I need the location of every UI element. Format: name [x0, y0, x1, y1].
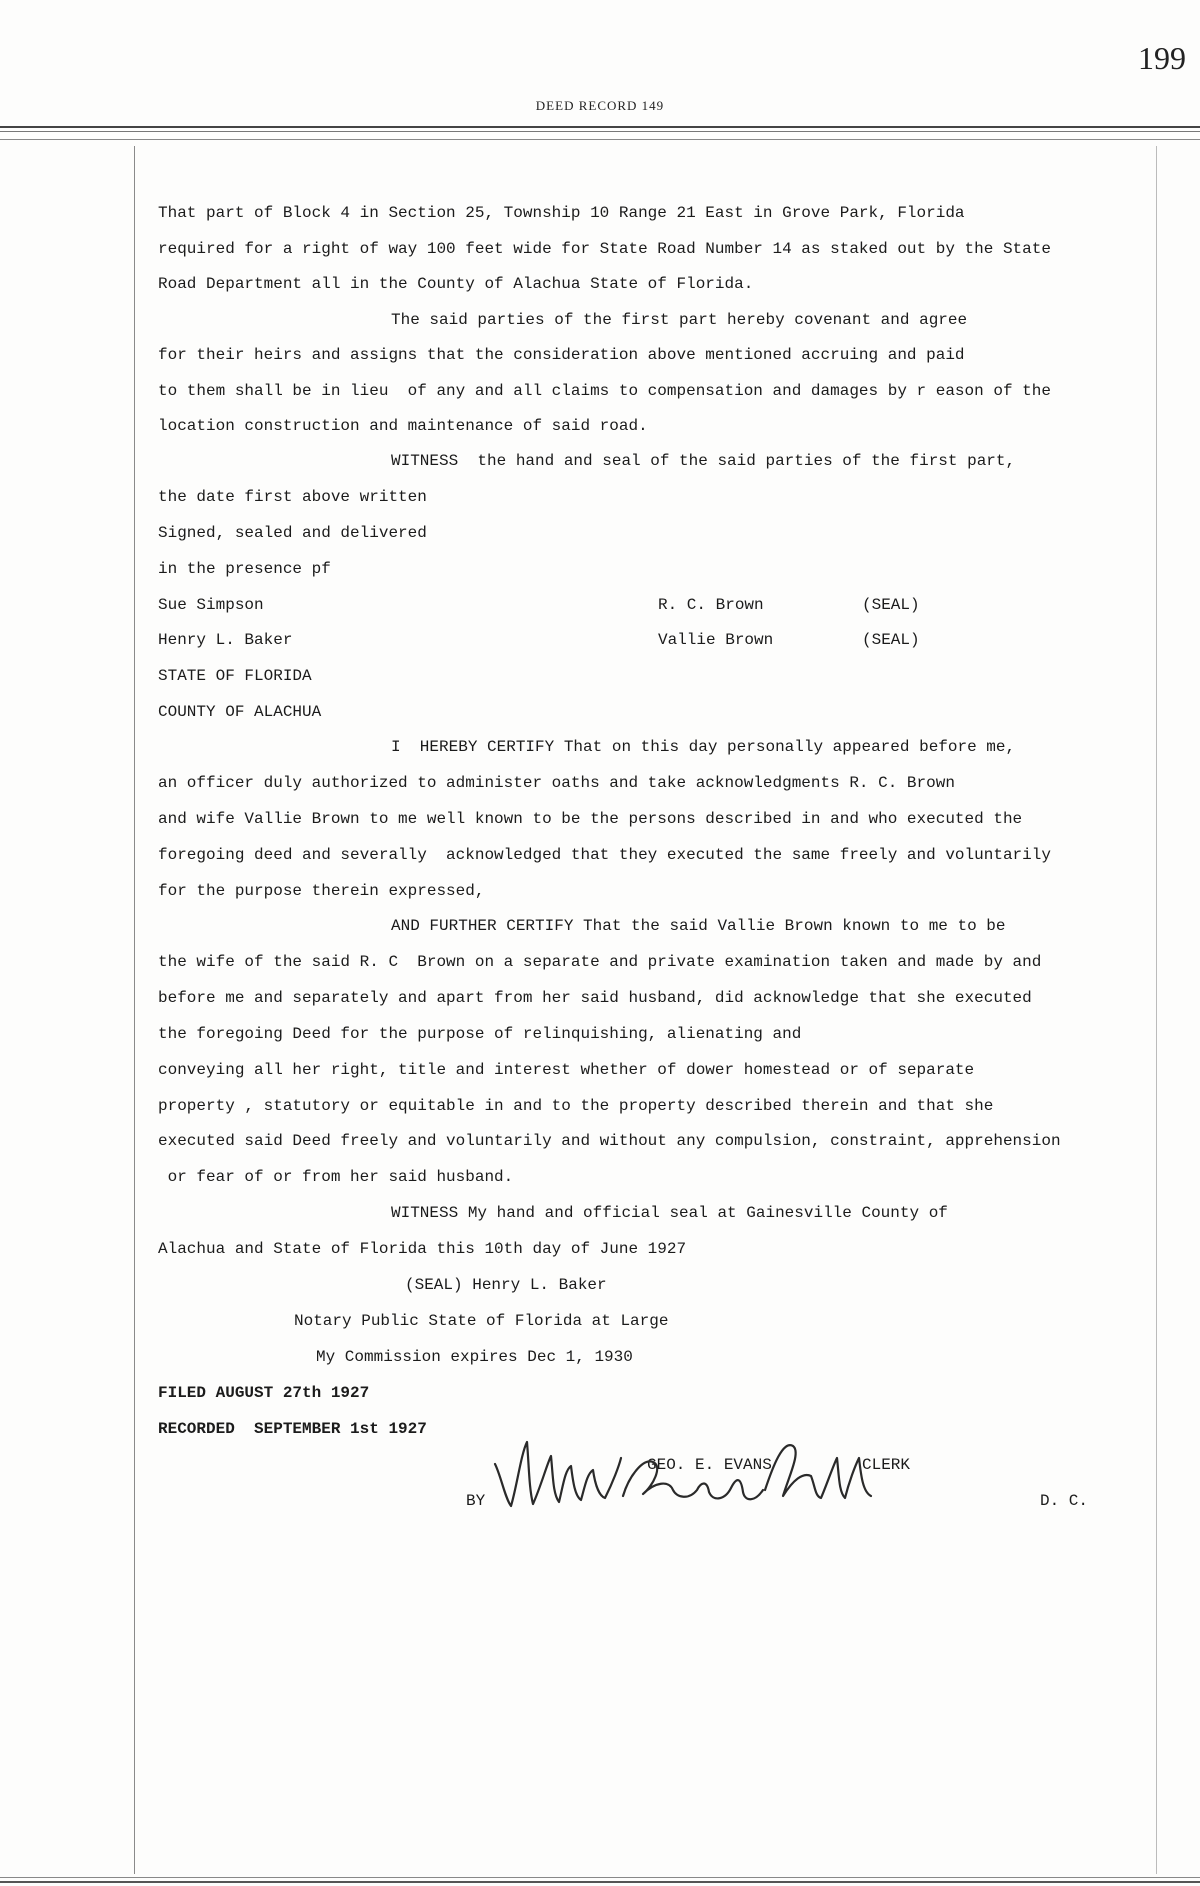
- body-line: in the presence pf: [158, 560, 331, 578]
- body-line: Alachua and State of Florida this 10th day of June 1927: [158, 1240, 687, 1258]
- body-line: Signed, sealed and delivered: [158, 524, 427, 542]
- body-line: an officer duly authorized to administer oaths and take acknowledgments R. C. Brown: [158, 774, 955, 792]
- grantor-name: R. C. Brown: [658, 596, 764, 614]
- clerk-name: GEO. E. EVANS: [647, 1456, 772, 1474]
- notary-seal-name: (SEAL) Henry L. Baker: [405, 1276, 607, 1294]
- seal-label: (SEAL): [862, 631, 920, 649]
- book-title: DEED RECORD 149: [535, 98, 665, 113]
- body-line: to them shall be in lieu of any and all claims to compensation and damages by r eason of the: [158, 382, 1051, 400]
- seal-label: (SEAL): [862, 596, 920, 614]
- handwritten-signature: [493, 1436, 893, 1516]
- body-line: foregoing deed and severally acknowledged that they executed the same freely and voluntarily: [158, 846, 1051, 864]
- margin-line-right: [1156, 146, 1157, 1874]
- body-line: the wife of the said R. C Brown on a separate and private examination taken and made by and: [158, 953, 1042, 971]
- deputy-clerk-label: D. C.: [1040, 1492, 1089, 1510]
- state-heading: STATE OF FLORIDA: [158, 667, 312, 685]
- county-heading: COUNTY OF ALACHUA: [158, 703, 322, 721]
- clerk-title: CLERK: [862, 1456, 911, 1474]
- witness-name: Henry L. Baker: [158, 631, 293, 649]
- witness-name: Sue Simpson: [158, 596, 264, 614]
- body-line: AND FURTHER CERTIFY That the said Vallie Brown known to me to be: [391, 917, 1006, 935]
- body-line: executed said Deed freely and voluntarily and without any compulsion, constraint, apprehension: [158, 1132, 1061, 1150]
- body-line: WITNESS the hand and seal of the said parties of the first part,: [391, 452, 1016, 470]
- body-line: for the purpose therein expressed,: [158, 882, 485, 900]
- body-line: the date first above written: [158, 488, 427, 506]
- body-line: the foregoing Deed for the purpose of relinquishing, alienating and: [158, 1025, 802, 1043]
- footer-rule: [0, 1881, 1200, 1883]
- body-line: for their heirs and assigns that the consideration above mentioned accruing and paid: [158, 346, 965, 364]
- header-rule: [0, 139, 1200, 140]
- header-rule: [0, 131, 1200, 132]
- footer-rule: [0, 1877, 1200, 1878]
- notary-commission: My Commission expires Dec 1, 1930: [316, 1348, 633, 1366]
- header-rule: [0, 126, 1200, 128]
- grantor-name: Vallie Brown: [658, 631, 774, 649]
- body-line: and wife Vallie Brown to me well known to be the persons described in and who executed the: [158, 810, 1023, 828]
- body-line: Road Department all in the County of Alachua State of Florida.: [158, 275, 754, 293]
- body-line: conveying all her right, title and interest whether of dower homestead or of separate: [158, 1061, 975, 1079]
- body-line: I HEREBY CERTIFY That on this day personally appeared before me,: [391, 738, 1016, 756]
- body-line: required for a right of way 100 feet wide for State Road Number 14 as staked out by the State: [158, 240, 1051, 258]
- page-number: 199: [1138, 40, 1186, 76]
- body-line: property , statutory or equitable in and to the property described therein and that she: [158, 1097, 994, 1115]
- body-line: location construction and maintenance of said road.: [158, 417, 648, 435]
- body-line: or fear of or from her said husband.: [158, 1168, 514, 1186]
- body-line: The said parties of the first part hereby covenant and agree: [391, 311, 968, 329]
- filed-date: FILED AUGUST 27th 1927: [158, 1384, 370, 1402]
- margin-line-left: [134, 146, 135, 1874]
- body-line: before me and separately and apart from her said husband, did acknowledge that she executed: [158, 989, 1032, 1007]
- body-line: WITNESS My hand and official seal at Gainesville County of: [391, 1204, 948, 1222]
- notary-title: Notary Public State of Florida at Large: [294, 1312, 669, 1330]
- body-line: That part of Block 4 in Section 25, Township 10 Range 21 East in Grove Park, Florida: [158, 204, 965, 222]
- recorded-date: RECORDED SEPTEMBER 1st 1927: [158, 1420, 427, 1438]
- by-label: BY: [466, 1492, 486, 1510]
